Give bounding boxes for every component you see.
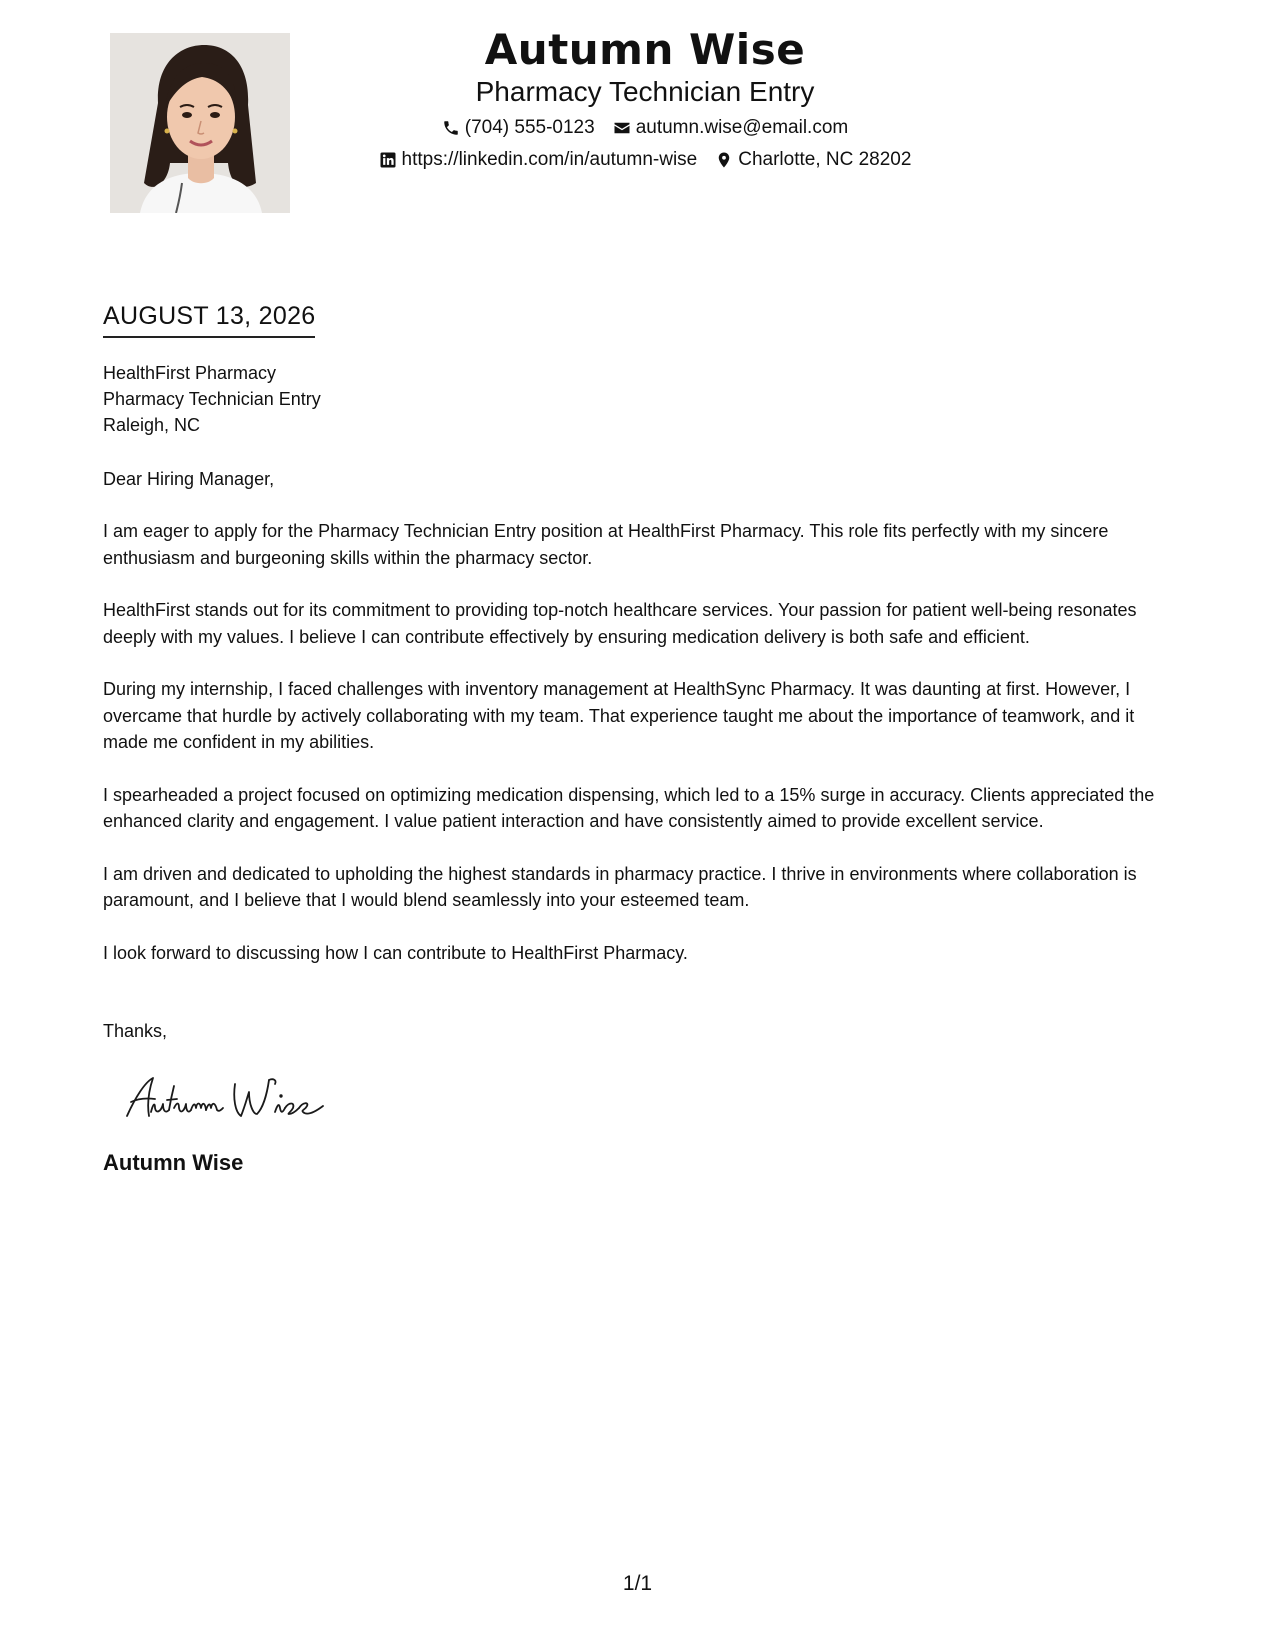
closing: Thanks,	[103, 1021, 168, 1041]
handwritten-signature	[117, 1068, 357, 1126]
salutation: Dear Hiring Manager,	[103, 469, 275, 489]
contact-row-primary	[300, 116, 990, 140]
signer-name: Autumn Wise	[103, 1150, 244, 1175]
contact-phone[interactable]	[442, 116, 595, 140]
contact-linkedin[interactable]	[379, 148, 698, 172]
phone-text: (704) 555-0123	[464, 117, 595, 138]
body-paragraph: HealthFirst stands out for its commitment to providing top-notch healthcare services. Your passion for patient well-being resonates deeply with my values. I believe I can contribute effectively by ensuring medication delivery is both safe and efficient.	[103, 600, 1137, 647]
body-paragraph: During my internship, I faced challenges with inventory management at HealthSync Pharmacy. It was daunting at first. However, I overcame that hurdle by actively collaborating with my team. That experience taught me about the importance of teamwork, and it made me confident in my abilities.	[103, 679, 1135, 752]
applicant-headline: Pharmacy Technician Entry	[475, 76, 815, 107]
letter-body	[103, 299, 1178, 1177]
phone-icon	[442, 119, 460, 137]
email-text: autumn.wise@email.com	[635, 117, 849, 138]
body-paragraph: I look forward to discussing how I can contribute to HealthFirst Pharmacy.	[103, 942, 688, 963]
recipient-block	[103, 360, 1178, 438]
applicant-name: Autumn Wise	[484, 25, 806, 74]
profile-photo	[110, 33, 290, 213]
recipient-location: Raleigh, NC	[103, 415, 201, 435]
body-paragraph: I am eager to apply for the Pharmacy Technician Entry position at HealthFirst Pharmacy. This role fits perfectly with my sincere enthusiasm and burgeoning skills within the pharmacy sector.	[103, 521, 1109, 568]
location-text: Charlotte, NC 28202	[738, 149, 912, 170]
portrait-image	[110, 33, 290, 213]
body-paragraph: I am driven and dedicated to upholding the highest standards in pharmacy practice. I thrive in environments where collaboration is paramount, and I believe that I would blend seamlessly into your esteemed team.	[103, 863, 1137, 910]
recipient-position: Pharmacy Technician Entry	[103, 389, 321, 409]
body-paragraph: I spearheaded a project focused on optimizing medication dispensing, which led to a 15% surge in accuracy. Clients appreciated the enhanced clarity and engagement. I value patient interaction and have consistently aimed to provide excellent service.	[103, 784, 1155, 831]
linkedin-icon	[379, 151, 397, 169]
letter-date: AUGUST 13, 2026	[103, 299, 315, 338]
contact-location	[715, 148, 911, 172]
page-number: 1/1	[622, 1572, 653, 1595]
map-marker-icon	[715, 151, 733, 169]
linkedin-text: https://linkedin.com/in/autumn-wise	[401, 149, 698, 170]
contact-row-secondary	[300, 148, 990, 172]
contact-email[interactable]	[613, 116, 849, 140]
letter-header	[300, 22, 990, 172]
envelope-icon	[613, 119, 631, 137]
recipient-company: HealthFirst Pharmacy	[103, 363, 277, 383]
